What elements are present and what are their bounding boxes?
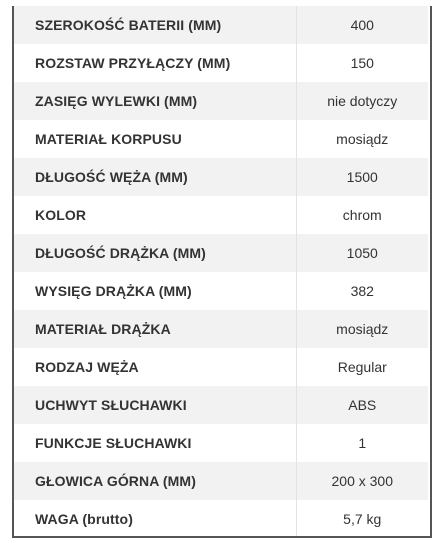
- spec-value: 150: [296, 44, 428, 82]
- spec-value: 382: [296, 272, 428, 310]
- spec-row: [14, 120, 428, 158]
- spec-label: MATERIAŁ KORPUSU: [14, 120, 296, 158]
- spec-value: Regular: [296, 348, 428, 386]
- spec-label: MATERIAŁ DRĄŻKA: [14, 310, 296, 348]
- spec-value: 1050: [296, 234, 428, 272]
- spec-label: SZEROKOŚĆ BATERII (MM): [14, 6, 296, 44]
- spec-label: WAGA (brutto): [14, 500, 296, 538]
- spec-value: 1: [296, 424, 428, 462]
- spec-row: [14, 82, 428, 120]
- spec-row: [14, 196, 428, 234]
- spec-row: [14, 462, 428, 500]
- spec-label: GŁOWICA GÓRNA (MM): [14, 462, 296, 500]
- spec-row: [14, 310, 428, 348]
- spec-label: FUNKCJE SŁUCHAWKI: [14, 424, 296, 462]
- spec-label: ZASIĘG WYLEWKI (MM): [14, 82, 296, 120]
- spec-label: DŁUGOŚĆ WĘŻA (MM): [14, 158, 296, 196]
- spec-label: DŁUGOŚĆ DRĄŻKA (MM): [14, 234, 296, 272]
- spec-label: KOLOR: [14, 196, 296, 234]
- spec-value: mosiądz: [296, 120, 428, 158]
- spec-label: UCHWYT SŁUCHAWKI: [14, 386, 296, 424]
- spec-row: [14, 234, 428, 272]
- spec-row: [14, 500, 428, 538]
- spec-label: WYSIĘG DRĄŻKA (MM): [14, 272, 296, 310]
- spec-value: ABS: [296, 386, 428, 424]
- spec-value: chrom: [296, 196, 428, 234]
- spec-value: nie dotyczy: [296, 82, 428, 120]
- spec-row: [14, 424, 428, 462]
- spec-row: [14, 386, 428, 424]
- spec-value: 1500: [296, 158, 428, 196]
- spec-value: 5,7 kg: [296, 500, 428, 538]
- spec-value: 400: [296, 6, 428, 44]
- spec-row: [14, 44, 428, 82]
- spec-value: mosiądz: [296, 310, 428, 348]
- spec-value: 200 x 300: [296, 462, 428, 500]
- spec-row: [14, 6, 428, 44]
- spec-row: [14, 272, 428, 310]
- spec-label: ROZSTAW PRZYŁĄCZY (MM): [14, 44, 296, 82]
- specification-table: [14, 6, 428, 538]
- specification-table-body: [14, 6, 428, 538]
- spec-row: [14, 158, 428, 196]
- spec-row: [14, 348, 428, 386]
- spec-label: RODZAJ WĘŻA: [14, 348, 296, 386]
